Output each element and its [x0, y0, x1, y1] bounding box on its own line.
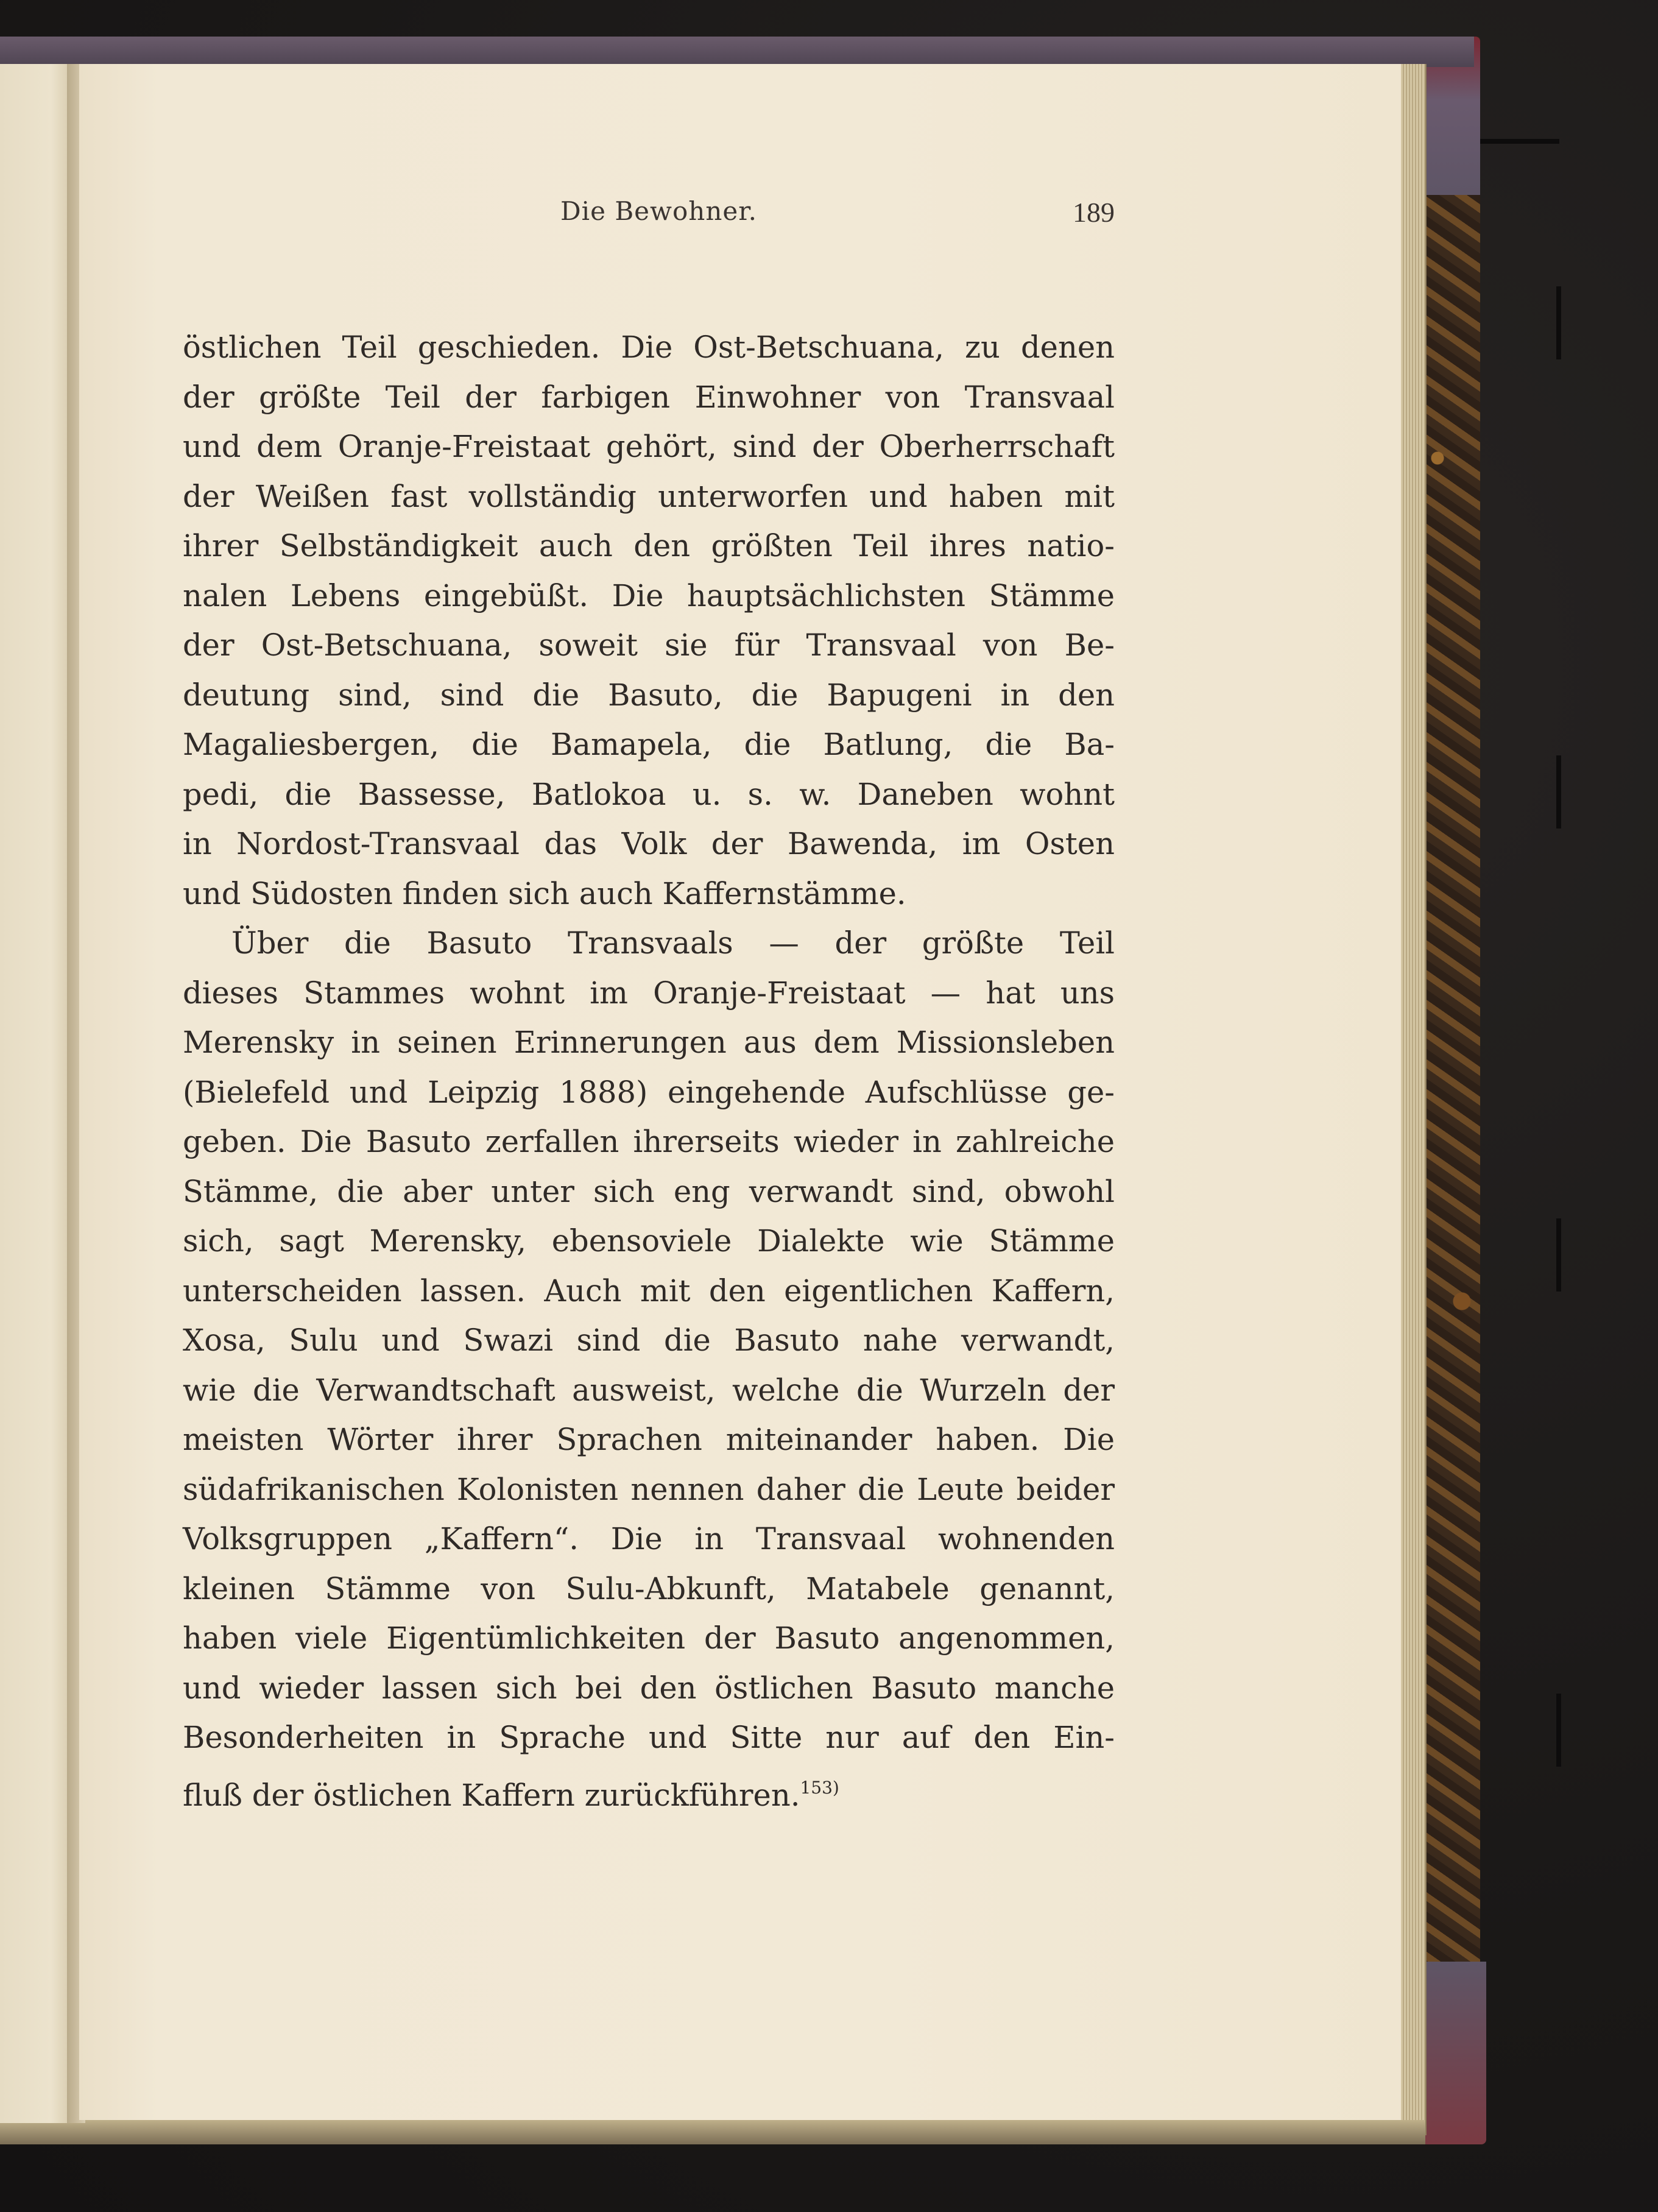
support-mark: [1556, 1218, 1561, 1292]
text-line: und wieder lassen sich bei den östlichen Basuto manche: [183, 1670, 1115, 1706]
text-line: kleinen Stämme von Sulu-Abkunft, Matabele genannt,: [183, 1571, 1115, 1606]
text-line: der Ost-Betschuana, soweit sie für Transvaal von Be-: [183, 627, 1115, 663]
text-line: sich, sagt Merensky, ebensoviele Dialekte wie Stämme: [183, 1223, 1115, 1259]
text-line: geben. Die Basuto zerfallen ihrerseits wieder in zahlreiche: [183, 1124, 1115, 1159]
running-head-title: Die Bewohner.: [560, 196, 758, 226]
support-mark: [1480, 139, 1559, 144]
text-line: der Weißen fast vollständig unterworfen und haben mit: [183, 478, 1115, 514]
text-line: ihrer Selbständigkeit auch den größten Teil ihres natio-: [183, 528, 1115, 564]
text-line: Xosa, Sulu und Swazi sind die Basuto nahe verwandt,: [183, 1323, 1115, 1358]
footnote-ref: 153): [800, 1777, 839, 1798]
page-block-edge: [1401, 64, 1427, 2135]
text-line: pedi, die Bassesse, Batlokoa u. s. w. Daneben wohnt: [183, 776, 1115, 812]
support-mark: [1556, 755, 1561, 829]
verso-page-edge: [0, 64, 73, 2123]
text-line: Über die Basuto Transvaals — der größte Teil: [231, 925, 1115, 961]
text-line: (Bielefeld und Leipzig 1888) eingehende Aufschlüsse ge-: [183, 1074, 1115, 1110]
text-line: deutung sind, sind die Basuto, die Bapugeni in den: [183, 677, 1115, 713]
body-text: [183, 323, 1115, 1812]
text-line: südafrikanischen Kolonisten nennen daher die Leute beider: [183, 1471, 1115, 1507]
text-line-final-text: fluß der östlichen Kaffern zurückführen.: [183, 1777, 800, 1813]
text-line: unterscheiden lassen. Auch mit den eigentlichen Kaffern,: [183, 1273, 1115, 1309]
text-line: wie die Verwandtschaft ausweist, welche die Wurzeln der: [183, 1372, 1115, 1408]
text-line: östlichen Teil geschieden. Die Ost-Betschuana, zu denen: [183, 330, 1115, 365]
text-line: und dem Oranje-Freistaat gehört, sind der Oberherrschaft: [183, 429, 1115, 464]
book-top-edge: [0, 37, 1474, 67]
text-line: Volksgruppen „Kaffern“. Die in Transvaal wohnenden: [183, 1521, 1115, 1557]
page-number: 189: [1073, 197, 1115, 228]
book-cover-marbled: [1419, 37, 1480, 2144]
book-bottom-edge: [0, 2120, 1425, 2144]
text-line: Stämme, die aber unter sich eng verwandt sind, obwohl: [183, 1173, 1115, 1209]
text-line: meisten Wörter ihrer Sprachen miteinander haben. Die: [183, 1422, 1115, 1457]
text-line: nalen Lebens eingebüßt. Die hauptsächlichsten Stämme: [183, 578, 1115, 613]
cover-corner-bottom: [1419, 1962, 1486, 2144]
text-line: der größte Teil der farbigen Einwohner von Transvaal: [183, 379, 1115, 415]
text-line: dieses Stammes wohnt im Oranje-Freistaat — hat uns: [183, 975, 1115, 1011]
text-line: Merensky in seinen Erinnerungen aus dem Missionsleben: [183, 1025, 1115, 1060]
support-mark: [1556, 1694, 1561, 1767]
support-mark: [1556, 286, 1561, 359]
text-line: und Südosten finden sich auch Kaffernstämme.: [183, 875, 906, 911]
text-line: haben viele Eigentümlichkeiten der Basuto angenommen,: [183, 1620, 1115, 1656]
text-line: Magaliesbergen, die Bamapela, die Batlung, die Ba-: [183, 727, 1115, 762]
text-line: in Nordost-Transvaal das Volk der Bawenda, im Osten: [183, 826, 1115, 861]
text-line-final: [183, 1763, 1115, 1813]
text-line: Besonderheiten in Sprache und Sitte nur auf den Ein-: [183, 1720, 1115, 1755]
